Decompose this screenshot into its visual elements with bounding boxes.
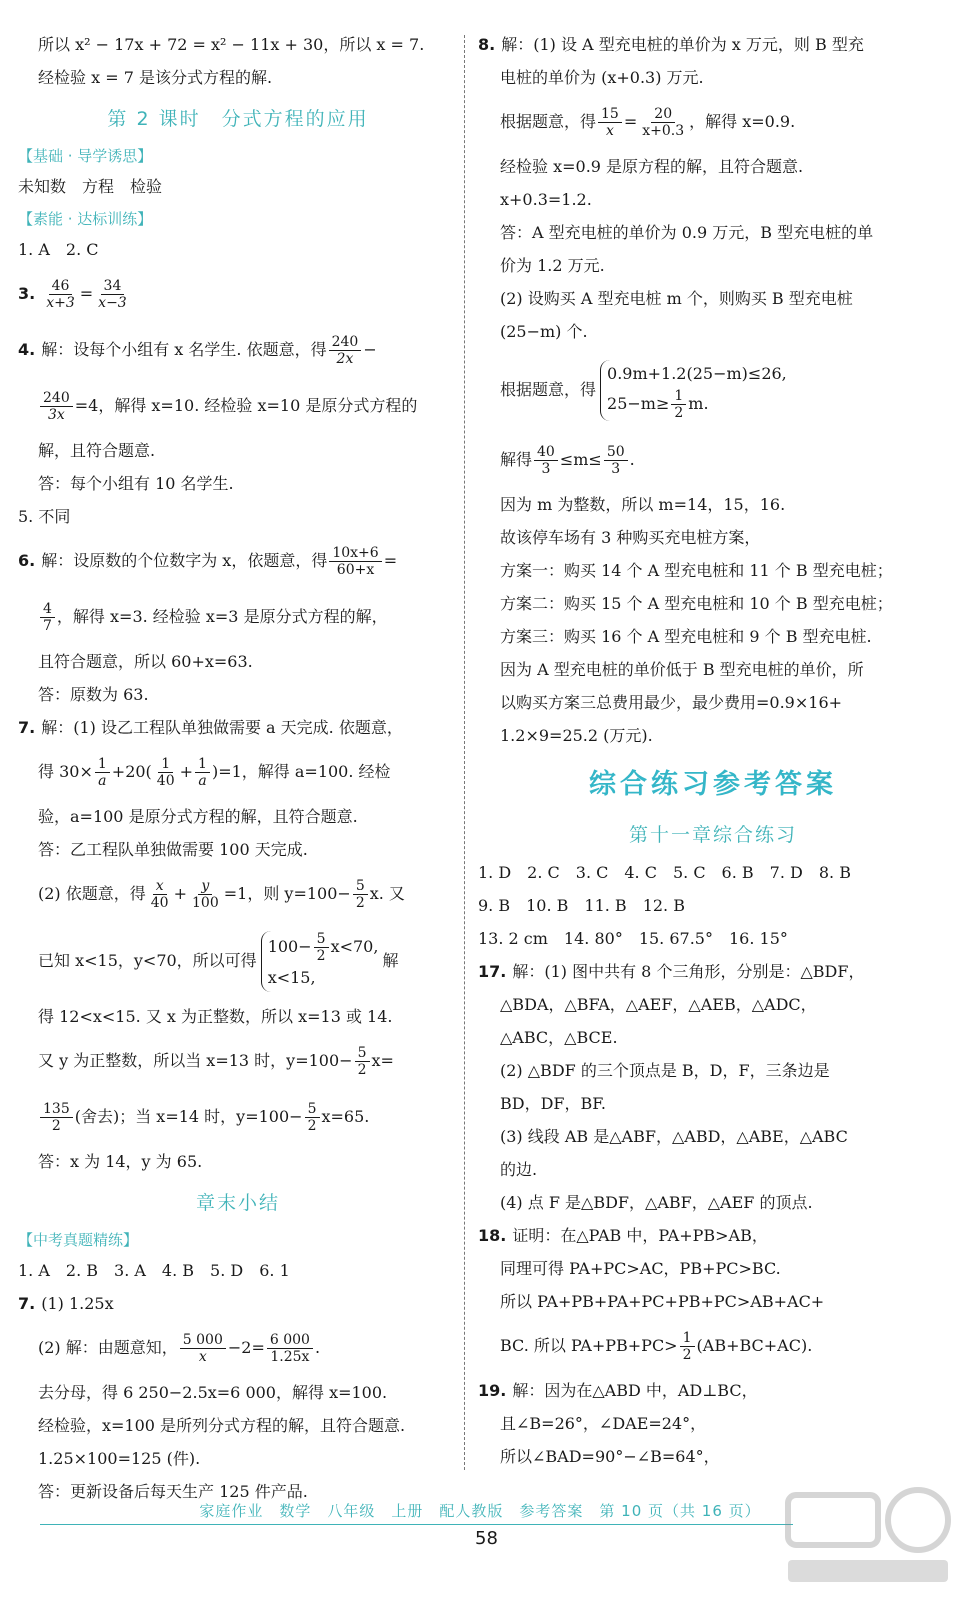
text-line: (2) △BDF 的三个顶点是 B，D，F，三条边是	[500, 1060, 830, 1080]
text-line: 去分母，得 6 250−2.5x=6 000，解得 x=100.	[38, 1382, 388, 1402]
text-line: (2) 设购买 A 型充电桩 m 个，则购买 B 型充电桩	[500, 288, 853, 308]
fraction: $\frac{1}{40}$	[156, 755, 175, 789]
answer-line: 1. A 2. B 3. A 4. B 5. D 6. 1	[18, 1260, 290, 1280]
footer-rule	[40, 1524, 793, 1525]
text-line: $\frac{240}{3x}$ =4，解得 x=10. 经检验 x=10 是原分式方程的	[18, 378, 458, 434]
fraction: $\frac{20}{x+0.3}$	[642, 105, 685, 139]
fraction: $\frac{50}{3}$	[604, 444, 628, 477]
question-7: 7. 解：(1) 设乙工程队单独做需要 a 天完成. 依题意，	[18, 717, 403, 737]
text-line: 的边.	[500, 1159, 538, 1179]
text-line: 答：每个小组有 10 名学生.	[38, 473, 234, 493]
answer-line: 9. B 10. B 11. B 12. B	[478, 895, 685, 915]
text-line: 得 30× $\frac{1}{a}$ +20( $\frac{1}{40}$ + $\frac{1}{a}$ )=1，解得 a=100. 经检	[38, 755, 391, 789]
text-line: 经检验，x=100 是所列分式方程的解，且符合题意.	[38, 1415, 406, 1435]
fraction: $\frac{1}{2}$	[680, 1330, 695, 1363]
fraction: $\frac{1}{a}$	[95, 756, 110, 789]
text-line: 又 y 为正整数，所以当 x=13 时，y=100− $\frac{5}{2}$ x=	[38, 1044, 394, 1078]
footer-text: 家庭作业 数学 八年级 上册 配人教版 参考答案 第 10 页（共 16 页）	[199, 1502, 761, 1520]
question-6: 6. 解：设原数的个位数字为 x，依题意，得 $\frac{10x+6}{60+x}$ =	[18, 544, 398, 578]
fraction: $\frac{5}{2}$	[353, 878, 368, 911]
text-line: 得 12<x<15. 又 x 为正整数，所以 x=13 或 14.	[38, 1006, 393, 1026]
section-heading: 章末小结	[195, 1191, 280, 1214]
text-line: (25−m) 个.	[500, 321, 588, 341]
answer-line: 13. 2 cm 14. 80° 15. 67.5° 16. 15°	[478, 928, 788, 948]
fraction: $\frac{6 000}{1.25x}$	[267, 1332, 313, 1365]
answer-line: 1. A 2. C	[18, 239, 99, 259]
text-line: 所以 PA+PB+PA+PC+PB+PC>AB+AC+	[500, 1291, 825, 1311]
text-line: x+0.3=1.2.	[500, 189, 592, 209]
text-line: 验，a=100 是原分式方程的解，且符合题意.	[38, 806, 358, 826]
page-number: 58	[475, 1528, 498, 1549]
fraction: $\frac{5}{2}$	[355, 1045, 370, 1078]
question-4: 4. 解：设每个小组有 x 名学生. 依题意，得 $\frac{240}{2x}$ −	[18, 333, 377, 367]
text-line: 因为 A 型充电桩的单价低于 B 型充电桩的单价，所	[500, 659, 864, 679]
question-18: 18. 证明：在△PAB 中，PA+PB>AB，	[478, 1225, 768, 1245]
text-line: 以购买方案三总费用最少，最少费用=0.9×16+	[500, 692, 843, 712]
text-line: 答：x 为 14，y 为 65.	[38, 1151, 203, 1171]
text-line: 1.2×9=25.2 (万元).	[500, 725, 653, 745]
text-line: 所以 x² − 17x + 72 = x² − 11x + 30，所以 x = 7.	[38, 34, 425, 54]
text-line: BD，DF，BF.	[500, 1093, 606, 1113]
fraction: $\frac{x}{40}$	[150, 877, 169, 911]
text-line: 方案一：购买 14 个 A 型充电桩和 11 个 B 型充电桩；	[500, 560, 893, 580]
text-line: 电桩的单价为 (x+0.3) 万元.	[500, 67, 704, 87]
fraction: $\frac{10x+6}{60+x}$	[329, 545, 381, 578]
text-line: 答：A 型充电桩的单价为 0.9 万元，B 型充电桩的单	[500, 222, 874, 242]
fraction: $\frac{y}{100}$	[192, 877, 219, 911]
text-line: 因为 m 为整数，所以 m=14，15，16.	[500, 494, 786, 514]
text-line: $\frac{4}{7}$ ，解得 x=3. 经检验 x=3 是原分式方程的解，	[18, 589, 458, 645]
question-19: 19. 解：因为在△ABD 中，AD⊥BC，	[478, 1380, 758, 1400]
right-column	[478, 28, 948, 1473]
fraction: $\frac{240}{2x}$	[329, 334, 362, 367]
text-line: 根据题意，得 $\frac{15}{x}$ = $\frac{20}{x+0.3}$ ，解得 x=0.9.	[500, 105, 796, 139]
text-line: (3) 线段 AB 是△ABF，△ABD，△ABE，△ABC	[500, 1126, 848, 1146]
fraction: $\frac{4}{7}$	[40, 601, 55, 634]
text-line: 所以∠BAD=90°−∠B=64°，	[500, 1446, 720, 1466]
text-line: (4) 点 F 是△BDF，△ABF，△AEF 的顶点.	[500, 1192, 813, 1212]
text-line: (2) 解：由题意知， $\frac{5 000}{x}$ −2= $\frac{6 000}{1.25x}$ .	[38, 1331, 321, 1365]
text-line: $\frac{135}{2}$ (舍去)；当 x=14 时，y=100− $\frac{5}{2}$ x=65.	[18, 1089, 458, 1145]
text-line: △ABC，△BCE.	[500, 1027, 618, 1047]
text-line: 答：更新设备后每天生产 125 件产品.	[38, 1481, 308, 1501]
fraction: $\frac{240}{3x}$	[40, 390, 73, 423]
text-line: 答：原数为 63.	[38, 684, 149, 704]
text-line: 且∠B=26°，∠DAE=24°，	[500, 1413, 707, 1433]
text-line: 1.25×100=125 (件).	[38, 1448, 201, 1468]
section-heading: 第十一章综合练习	[628, 823, 797, 846]
question-8: 8. 解：(1) 设 A 型充电桩的单价为 x 万元，则 B 型充	[478, 34, 864, 54]
question-17: 17. 解：(1) 图中共有 8 个三角形，分别是：△BDF，	[478, 961, 865, 981]
text-line: 已知 x<15，y<70，所以可得 100− $\frac{5}{2}$ x<70, x<15, 解	[18, 922, 458, 1000]
fraction: $\frac{5 000}{x}$	[180, 1332, 226, 1365]
column-divider	[464, 35, 465, 1470]
watermark-logo-icon	[778, 1480, 958, 1590]
text-line: 根据题意，得 0.9m+1.2(25−m)≤26, 25−m≥ $\frac{1}{2}$ m.	[478, 348, 948, 432]
text-line: 价为 1.2 万元.	[500, 255, 605, 275]
text-line: 同理可得 PA+PC>AC，PB+PC>BC.	[500, 1258, 781, 1278]
text-line: 方案二：购买 15 个 A 型充电桩和 10 个 B 型充电桩；	[500, 593, 893, 613]
subsection-tag: 【中考真题精练】	[18, 1230, 139, 1249]
fraction: $\frac{40}{3}$	[534, 444, 558, 477]
section-heading: 第 2 课时 分式方程的应用	[107, 107, 369, 130]
page-title: 综合练习参考答案	[589, 768, 837, 800]
text-line: 经检验 x=0.9 是原方程的解，且符合题意.	[500, 156, 804, 176]
inequality-system: 0.9m+1.2(25−m)≤26, 25−m≥ $\frac{1}{2}$ m.	[600, 360, 787, 421]
text-line: 答：乙工程队单独做需要 100 天完成.	[38, 839, 308, 859]
text-line: 解得 $\frac{40}{3}$ ≤m≤ $\frac{50}{3}$ .	[500, 443, 635, 477]
subsection-tag: 【基础 · 导学诱思】	[18, 146, 153, 165]
answer-line: 1. D 2. C 3. C 4. C 5. C 6. B 7. D 8. B	[478, 862, 851, 882]
fraction: $\frac{1}{a}$	[195, 756, 210, 789]
question-7b: 7. (1) 1.25x	[18, 1293, 114, 1313]
text-line: (2) 依题意，得 $\frac{x}{40}$ + $\frac{y}{100}$ =1，则 y=100− $\frac{5}{2}$ x. 又	[38, 877, 405, 911]
text-line: 故该停车场有 3 种购买充电桩方案，	[500, 527, 761, 547]
fraction: $\frac{5}{2}$	[305, 1101, 320, 1134]
inequality-system: 100− $\frac{5}{2}$ x<70, x<15,	[261, 931, 379, 992]
text-line: △BDA，△BFA，△AEF，△AEB，△ADC，	[500, 994, 817, 1014]
fraction: $\frac{135}{2}$	[40, 1101, 73, 1134]
answer-line: 5. 不同	[18, 506, 71, 526]
text-line: BC. 所以 PA+PB+PC> $\frac{1}{2}$ (AB+BC+AC).	[500, 1329, 813, 1363]
fraction: $\frac{34}{x-3}$	[98, 277, 127, 311]
subsection-tag: 【素能 · 达标训练】	[18, 209, 153, 228]
text-line: 解，且符合题意.	[38, 440, 156, 460]
text-line: 且符合题意，所以 60+x=63.	[38, 651, 253, 671]
question-3: 3. $\frac{46}{x+3}$ = $\frac{34}{x-3}$	[18, 266, 458, 322]
text-line: 方案三：购买 16 个 A 型充电桩和 9 个 B 型充电桩.	[500, 626, 872, 646]
text-line: 未知数 方程 检验	[18, 176, 163, 196]
text-line: 经检验 x = 7 是该分式方程的解.	[38, 67, 273, 87]
left-column	[18, 28, 458, 1508]
fraction: $\frac{46}{x+3}$	[46, 277, 75, 311]
fraction: $\frac{15}{x}$	[598, 106, 622, 139]
